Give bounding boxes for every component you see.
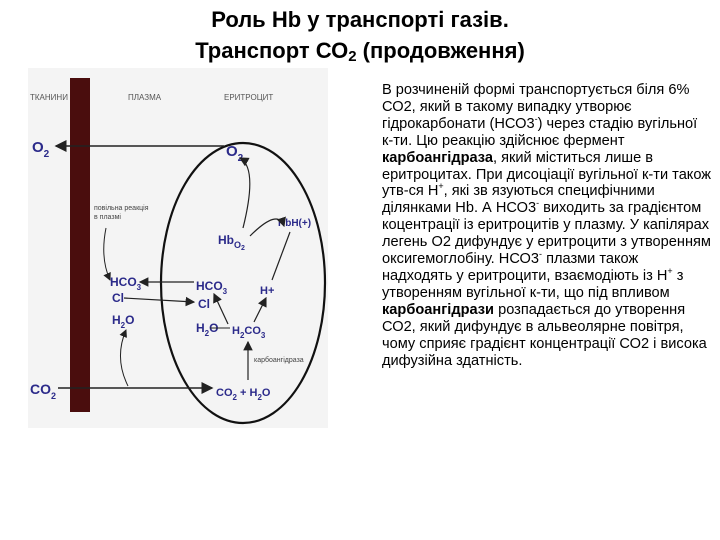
enzyme-name-bold: карбоангідраза [382,149,493,166]
enzyme-name-bold-2: карбоангідрази [382,301,495,318]
title-subscript: 2 [348,48,357,65]
erythrocyte-label: ЕРИТРОЦИТ [224,93,274,102]
hbo2-label: $Hb_O2$ [218,233,245,252]
superscript-minus-2: - [536,198,540,209]
hco3-plasma-label: $HCO_3$ [110,275,142,292]
superscript-plus-2: + [667,266,673,277]
title-line-2 [0,35,720,72]
superscript-plus-1: + [438,181,444,192]
title-line-1: Роль Hb у транспорті газів. [211,7,509,32]
co2-tissue-label: $CO_2$ [30,381,57,401]
diagram-svg [28,68,328,428]
text-part-1: В розчиненій формі транспортується біля 6% СО2, який в такому випадку утворює гідрокарбонати (НСО3 [382,82,690,132]
text-part-3: , який міститься лише в еритроцитах. При дисоціації вугільної к-ти також утв-ся Н [382,149,712,200]
title-line-2-prefix: Транспорт СО [195,38,349,63]
carbonic-anhydrase-label: карбоангідраза [254,357,304,364]
superscript-minus-3: - [539,249,543,260]
h-plus-label: H+ [260,285,275,297]
cl-plasma-label: Cl [112,291,124,305]
title-line-2-suffix: (продовження) [356,38,525,63]
cl-cell-label: Cl [198,297,210,311]
co2-h2o-label: $CO_2 + H_2O$ [216,387,271,402]
slide-title [0,4,720,72]
text-part-2: ) через стадію вугільної к-ти. Цю реакцію здійснює фермент [382,115,698,149]
plasma-label: ПЛАЗМА [128,93,162,102]
tissue-label: ТКАНИНИ [30,93,68,102]
text-part-5: виходить за градієнтом коцентрації із еритроцитів у плазму. У капілярах легень О2 дифундує у еритроцити з утворенням оксигемоглобіну. НСО3 [382,200,711,268]
capillary-membrane [70,78,90,412]
co2-transport-diagram [28,68,328,428]
explanation-text [382,82,712,369]
h2o-cell-label: $H_2O$ [196,321,219,338]
hco3-cell-label: $HCO_3$ [196,279,228,296]
h2co3-label: $H_2CO_3$ [232,325,266,340]
text-part-4: , які зв язуються специфічними ділянками Hb. А НСО3 [382,183,655,217]
h2o-plasma-label: $H_2O$ [112,313,135,330]
text-part-7: з утворенням вугільної к-ти, що під впливом [382,267,684,301]
o2-tissue-label: $O_2$ [32,139,50,160]
text-part-8: розпадається до утворення СО2, який дифундує в альвеолярне повітря, чому сприяє градієнт концентрації СО2 і висока дифузійна здатність. [382,301,707,369]
hbh-label: HbH(+) [278,218,312,229]
superscript-minus-1: - [534,113,538,124]
slow-reaction-label: повільна реакція в плазмі [94,205,149,221]
text-part-6: плазми також надходять у еритроцити, взаємодіють із Н [382,251,668,284]
o2-cell-label: $O_2$ [226,143,244,164]
